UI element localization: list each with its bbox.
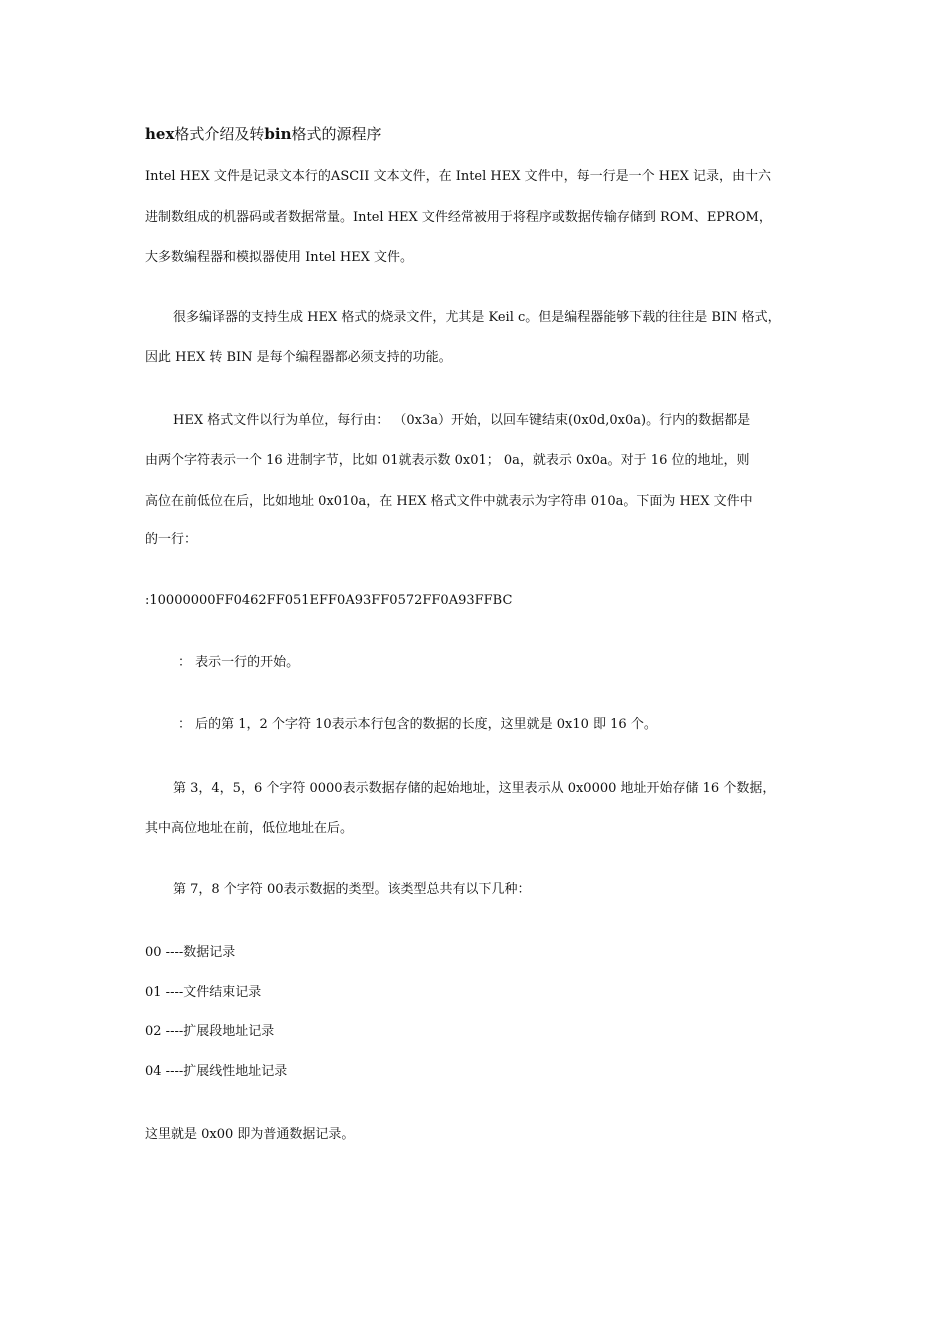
record-type-01: 01 ----文件结束记录 (145, 985, 262, 1000)
paragraph-3-line-2: 由两个字符表示一个 16 进制字节，比如 01就表示数 0x01； 0a，就表示 0x0a。对于 16 位的地址，则 (145, 453, 750, 468)
record-type-04: 04 ----扩展线性地址记录 (145, 1064, 288, 1079)
paragraph-3-line-1: HEX 格式文件以行为单位，每行由： （0x3a）开始，以回车键结束(0x0d,0x0a)。行内的数据都是 (173, 413, 751, 428)
description-address-line-2: 其中高位地址在前，低位地址在后。 (145, 821, 354, 836)
description-length: ： 后的第 1，2 个字符 10表示本行包含的数据的长度，这里就是 0x10 即 16 个。 (178, 717, 657, 732)
paragraph-2-line-2: 因此 HEX 转 BIN 是每个编程器都必须支持的功能。 (145, 350, 452, 365)
paragraph-1-line-2: 进制数组成的机器码或者数据常量。Intel HEX 文件经常被用于将程序或数据传输存储到 ROM、EPROM， (145, 210, 772, 225)
hex-record-example: :10000000FF0462FF051EFF0A93FF0572FF0A93FFBC (145, 593, 513, 608)
document-title (145, 125, 815, 143)
title-part-hex: hex (145, 125, 175, 143)
paragraph-1-line-1: Intel HEX 文件是记录文本行的ASCII 文本文件，在 Intel HEX 文件中，每一行是一个 HEX 记录，由十六 (145, 169, 771, 184)
description-address-line-1: 第 3，4，5，6 个字符 0000表示数据存储的起始地址，这里表示从 0x0000 地址开始存储 16 个数据， (173, 781, 776, 796)
description-start-colon: ： 表示一行的开始。 (178, 655, 300, 670)
title-part-middle: 格式介绍及转 (174, 125, 265, 143)
title-part-end: 格式的源程序 (291, 125, 382, 143)
paragraph-1-line-3: 大多数编程器和模拟器使用 Intel HEX 文件。 (145, 250, 414, 265)
description-type: 第 7，8 个字符 00表示数据的类型。该类型总共有以下几种： (173, 882, 531, 897)
conclusion-line: 这里就是 0x00 即为普通数据记录。 (145, 1127, 355, 1142)
title-part-bin: bin (264, 125, 292, 143)
paragraph-3-line-3: 高位在前低位在后，比如地址 0x010a，在 HEX 格式文件中就表示为字符串 010a。下面为 HEX 文件中 (145, 494, 753, 509)
record-type-00: 00 ----数据记录 (145, 945, 236, 960)
paragraph-2-line-1: 很多编译器的支持生成 HEX 格式的烧录文件，尤其是 Keil c。但是编程器能够下载的往往是 BIN 格式， (173, 310, 781, 325)
paragraph-3-line-4: 的一行： (145, 532, 198, 547)
record-type-02: 02 ----扩展段地址记录 (145, 1024, 275, 1039)
